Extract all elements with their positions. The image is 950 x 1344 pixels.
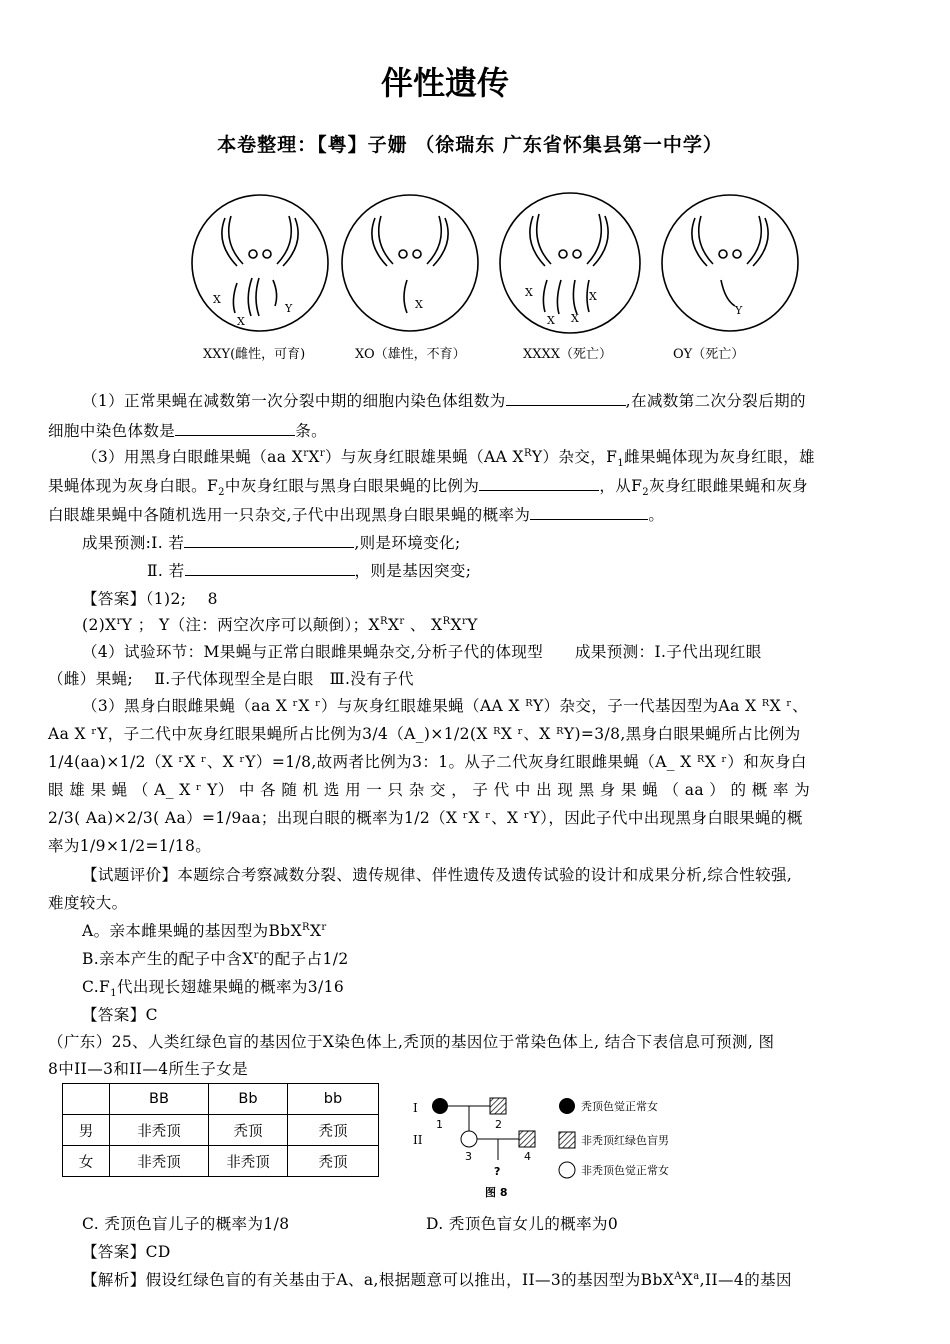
evaluation-line2: 难度较大。 xyxy=(48,894,128,912)
chrom-y-label: Y xyxy=(735,304,743,317)
answer-1e: （3）黑身白眼雌果蝇（aa X ʳX ʳ）与灰身红眼雄果蝇（AA X ᴿY）杂交，子一代基因型为Aa X ᴿX ʳ、 xyxy=(82,697,809,715)
legend-symbol xyxy=(559,1132,575,1148)
figure-label: 图 8 xyxy=(485,1186,508,1199)
chromosome-figure xyxy=(185,188,805,368)
legend-label: 秃顶色觉正常女 xyxy=(581,1100,658,1113)
page-title: 伴性遗传 xyxy=(380,64,509,102)
figure-caption: XXXX（死亡） xyxy=(523,347,613,362)
answer-1h: 眼 雄 果 蝇 （ A_ X ʳ Y） 中 各 随 机 选 用 一 只 杂 交 ， 子 代 中 出 现 黑 身 果 蝇 （ aa ） 的 概 率 为 xyxy=(48,781,811,799)
table-cell: 秃顶 xyxy=(209,1115,288,1146)
table-cell: 非秃顶 xyxy=(209,1146,288,1177)
option-c2: C. 秃顶色盲儿子的概率为1/8 xyxy=(82,1215,290,1233)
table-cell: 男 xyxy=(63,1115,110,1146)
individual-number: 3 xyxy=(465,1150,472,1163)
table-cell: Bb xyxy=(209,1084,288,1115)
option-b: B.亲本产生的配子中含$X^r$的配子占1/2 xyxy=(82,949,349,968)
generation-label: II xyxy=(413,1133,423,1147)
chrom-x-label: X xyxy=(213,293,221,306)
table-cell xyxy=(63,1084,110,1115)
pedigree-chart xyxy=(405,1090,725,1205)
unknown-offspring: ? xyxy=(494,1165,501,1178)
answer-1c: （4）试验环节：M果蝇与正常白眼雌果蝇杂交,分析子代的体现型 成果预测：Ⅰ.子代出现红眼 xyxy=(82,643,762,661)
table-cell: 非秃顶 xyxy=(110,1115,209,1146)
table-cell: 非秃顶 xyxy=(110,1146,209,1177)
generation-label: I xyxy=(413,1101,418,1115)
table-cell: BB xyxy=(110,1084,209,1115)
q1-line2: 细胞中染色体数是 条。 xyxy=(48,422,328,440)
q1-line1: （1）正常果蝇在减数第一次分裂中期的细胞内染色体组数为 ,在减数第二次分裂后期的 xyxy=(82,392,806,410)
individual-II-3 xyxy=(461,1131,477,1147)
analysis-line: 【解析】假设红绿色盲的有关基由于A、a,根据题意可以推出，II—3的基因型为$BbX^AX^a,II—4$的基因 xyxy=(82,1270,792,1289)
table-cell: 女 xyxy=(63,1146,110,1177)
chrom-x-label: X xyxy=(415,298,423,311)
legend-label: 非秃顶红绿色盲男 xyxy=(581,1134,669,1147)
individual-II-4 xyxy=(519,1131,535,1147)
answer-1a: 【答案】（1)2; 8 xyxy=(82,590,218,608)
evaluation-line1: 【试题评价】本题综合考察减数分裂、遗传规律、伴性遗传及遗传试验的设计和成果分析,综合性较强, xyxy=(82,866,793,884)
predict-line2: Ⅱ. 若 ，则是基因突变; xyxy=(147,562,472,580)
chrom-x-label: X xyxy=(571,312,579,325)
individual-number: 4 xyxy=(524,1150,531,1163)
q3-line3: 白眼雄果蝇中各随机选用一只杂交,子代中出现黑身白眼果蝇的概率为 。 xyxy=(48,506,665,524)
figure-caption: OY（死亡） xyxy=(673,347,745,362)
option-c: $C.F_1$代出现长翅雄果蝇的概率为3/16 xyxy=(82,978,345,1000)
table-row xyxy=(63,1146,379,1177)
answer-2: 【答案】C xyxy=(82,1006,158,1024)
chrom-x-label: X xyxy=(237,315,245,328)
figure-caption: XXY(雌性，可育) xyxy=(203,347,306,362)
q3-line1: （3）用黑身白眼雌果蝇（aa $X^rX^r$）与灰身红眼雄果蝇（AA $X^RY$）杂交，$F_1$雌果蝇体现为灰身红眼，雄 xyxy=(82,447,815,470)
table-row xyxy=(63,1084,379,1115)
question-25-line1: （广东）25、人类红绿色盲的基因位于X染色体上,秃顶的基因位于常染色体上, 结合下表信息可预测, 图 xyxy=(48,1033,775,1051)
chrom-x-label: X xyxy=(547,314,555,327)
chrom-x-label: X xyxy=(589,290,597,303)
legend-symbol xyxy=(559,1162,575,1178)
individual-I-1 xyxy=(432,1098,448,1114)
legend-symbol xyxy=(559,1098,575,1114)
q3-line2: 果蝇体现为灰身白眼。$F_2$中灰身红眼与黑身白眼果蝇的比例为 ，从$F_2$灰身红眼雌果蝇和灰身 xyxy=(48,477,809,499)
individual-I-2 xyxy=(490,1098,506,1114)
answer-1d: （雌）果蝇; Ⅱ.子代体现型全是白眼 Ⅲ.没有子代 xyxy=(48,670,414,688)
figure-caption: XO（雄性，不育） xyxy=(355,347,466,362)
answer-1i: 2/3( Aa)×2/3( Aa）=1/9aa；出现白眼的概率为1/2（X ʳX ʳ、X ʳY），因此子代中出现黑身白眼果蝇的概 xyxy=(48,809,803,827)
option-a: A。亲本雌果蝇的基因型为$BbX^RX^r$ xyxy=(82,921,327,940)
legend-label: 非秃顶色觉正常女 xyxy=(581,1164,669,1177)
chrom-y-label: Y xyxy=(285,302,293,315)
page-subtitle: 本卷整理：【粤】子姗 （徐瑞东 广东省怀集县第一中学） xyxy=(217,134,723,156)
individual-number: 2 xyxy=(495,1118,502,1131)
individual-number: 1 xyxy=(436,1118,443,1131)
answer-1b: $(2)X^rY$ ； Y（注：两空次序可以颠倒）；$X^RX^r$ 、 $X^RX^rY$ xyxy=(82,615,478,634)
answer-1f: Aa X ʳY，子二代中灰身红眼果蝇所占比例为3/4（A_)×1/2(X ᴿX ʳ、X ᴿY)=3/8,黑身白眼果蝇所占比例为 xyxy=(48,725,801,743)
question-25-line2: 8中II—3和II—4所生子女是 xyxy=(48,1060,248,1078)
answer-3: 【答案】CD xyxy=(82,1243,171,1261)
table-cell: 秃顶 xyxy=(288,1115,379,1146)
table-row xyxy=(63,1115,379,1146)
option-d2: D. 秃顶色盲女儿的概率为0 xyxy=(426,1215,619,1233)
table-cell: bb xyxy=(288,1084,379,1115)
answer-1j: 率为1/9×1/2=1/18。 xyxy=(48,837,212,855)
predict-line1: 成果预测:Ⅰ. 若 ,则是环境变化; xyxy=(82,534,461,552)
table-cell: 秃顶 xyxy=(288,1146,379,1177)
answer-1g: 1/4(aa)×1/2（X ʳX ʳ、X ʳY）=1/8,故两者比例为3：1。从子二代灰身红眼雌果蝇（A_ X ᴿX ʳ）和灰身白 xyxy=(48,753,807,771)
genotype-table xyxy=(62,1083,379,1177)
chrom-x-label: X xyxy=(525,286,533,299)
